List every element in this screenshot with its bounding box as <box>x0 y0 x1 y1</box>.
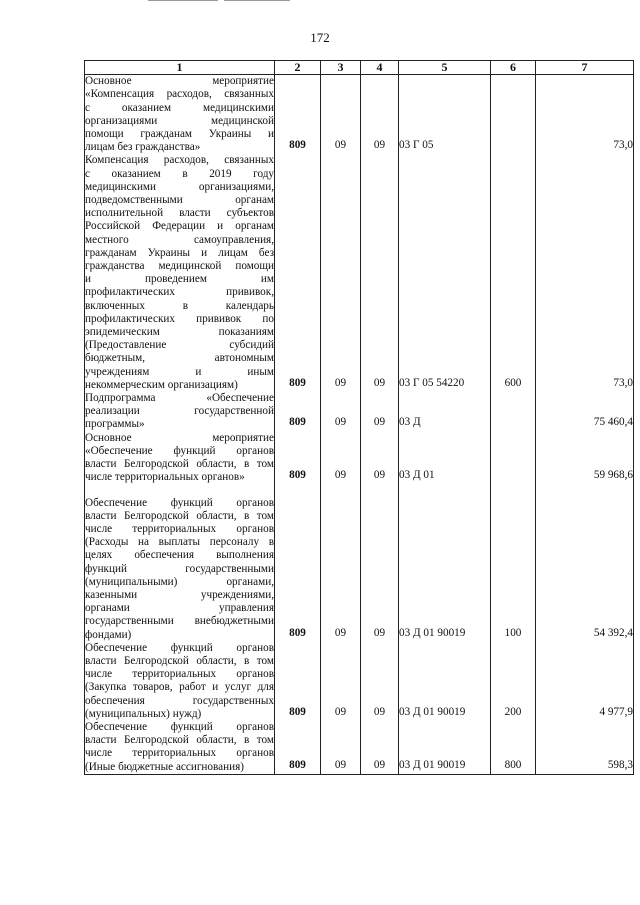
target-article-value: 03 Д 01 90019 <box>399 758 466 771</box>
subsection-cell <box>361 432 399 485</box>
budget-code-cell <box>275 75 321 155</box>
description-line: с оказанием медицинскими <box>85 101 274 114</box>
target-article-value: 03 Д <box>399 416 421 429</box>
section-cell <box>321 642 361 721</box>
description-line: Обеспечение функций органов <box>85 720 274 733</box>
description-line: гражданства медицинской помощи <box>85 260 274 273</box>
description-line: эпидемическим показаниям <box>85 326 274 339</box>
subsection-value: 09 <box>373 705 386 718</box>
column-header: 1 <box>85 61 275 75</box>
budget-code-value: 809 <box>289 626 306 639</box>
subsection-cell <box>361 392 399 432</box>
target-article-cell <box>399 154 491 392</box>
target-article-cell <box>399 642 491 721</box>
description-line: и проведением им <box>85 273 274 286</box>
scan-artifact <box>224 0 290 1</box>
description-line: местного самоуправления, <box>85 233 274 246</box>
section-cell <box>321 485 361 642</box>
description-line: исполнительной власти субъектов <box>85 207 274 220</box>
expense-type-value: 800 <box>504 758 522 771</box>
subsection-value: 09 <box>373 376 386 389</box>
section-cell <box>321 432 361 485</box>
description-line: власти Белгородской области, в том <box>85 458 274 471</box>
column-header: 2 <box>275 61 321 75</box>
budget-code-value: 809 <box>289 758 306 771</box>
description-line: Обеспечение функций органов <box>85 641 274 654</box>
budget-code-cell <box>275 432 321 485</box>
target-article-cell <box>399 75 491 155</box>
subsection-value: 09 <box>373 626 386 639</box>
expense-type-cell <box>491 485 536 642</box>
description-line: (муниципальными) органами, <box>85 575 274 588</box>
description-line: функций государственными <box>85 562 274 575</box>
description-line: числе территориальных органов <box>85 747 274 760</box>
subsection-cell <box>361 642 399 721</box>
amount-value: 54 392,4 <box>593 626 633 639</box>
amount-cell <box>536 721 634 774</box>
description-line: власти Белгородской области, в том <box>85 734 274 747</box>
target-article-value: 03 Д 01 90019 <box>399 626 466 639</box>
expense-type-cell <box>491 392 536 432</box>
description-line: целях обеспечения выполнения <box>85 549 274 562</box>
row-description <box>85 154 275 392</box>
amount-cell <box>536 154 634 392</box>
description-line: реализации государственной <box>85 405 274 418</box>
section-value: 09 <box>334 758 347 771</box>
description-line: программы» <box>85 418 145 431</box>
description-line: органами управления <box>85 602 274 615</box>
target-article-cell <box>399 721 491 774</box>
column-header: 7 <box>536 61 634 75</box>
description-line: власти Белгородской области, в том <box>85 509 274 522</box>
expense-type-cell <box>491 75 536 155</box>
column-header: 6 <box>491 61 536 75</box>
expense-type-cell <box>491 432 536 485</box>
subsection-cell <box>361 154 399 392</box>
amount-value: 59 968,6 <box>593 469 633 482</box>
description-line: (Расходы на выплаты персоналу в <box>85 536 274 549</box>
table-row <box>85 485 634 642</box>
description-line: профилактических прививок по <box>85 312 274 325</box>
description-line: власти Белгородской области, в том <box>85 654 274 667</box>
description-line: казенными учреждениями, <box>85 588 274 601</box>
description-line: государственными внебюджетными <box>85 615 274 628</box>
description-line: учреждениям и иным <box>85 365 274 378</box>
section-value: 09 <box>334 626 347 639</box>
section-value: 09 <box>334 376 347 389</box>
budget-code-cell <box>275 642 321 721</box>
budget-code-value: 809 <box>289 376 306 389</box>
description-line: Компенсация расходов, связанных <box>85 154 274 167</box>
amount-cell <box>536 432 634 485</box>
section-cell <box>321 154 361 392</box>
description-line: обеспечения государственных <box>85 694 274 707</box>
description-line: некоммерческим организациям) <box>85 378 238 391</box>
description-line: включенных в календарь <box>85 299 274 312</box>
description-line: числе территориальных органов <box>85 522 274 535</box>
amount-value: 73,0 <box>613 376 633 389</box>
budget-code-cell <box>275 392 321 432</box>
section-cell <box>321 392 361 432</box>
table-row <box>85 432 634 485</box>
description-line: Основное мероприятие <box>85 75 274 88</box>
target-article-cell <box>399 485 491 642</box>
section-value: 09 <box>334 416 347 429</box>
amount-cell <box>536 392 634 432</box>
amount-cell <box>536 642 634 721</box>
description-line: бюджетным, автономным <box>85 352 274 365</box>
description-line: (Предоставление субсидий <box>85 339 274 352</box>
description-line: медицинскими организациями, <box>85 180 274 193</box>
subsection-value: 09 <box>373 469 386 482</box>
table-row <box>85 721 634 774</box>
description-line: (муниципальных) нужд) <box>85 707 202 720</box>
subsection-cell <box>361 721 399 774</box>
budget-table <box>84 60 634 775</box>
description-line: «Обеспечение функций органов <box>85 444 274 457</box>
row-description <box>85 721 275 774</box>
amount-value: 4 977,9 <box>599 705 633 718</box>
target-article-value: 03 Д 01 <box>399 469 435 482</box>
section-value: 09 <box>334 139 347 152</box>
target-article-value: 03 Г 05 <box>399 139 434 152</box>
description-line: (Иные бюджетные ассигнования) <box>85 760 244 773</box>
description-line: числе территориальных органов <box>85 668 274 681</box>
budget-code-cell <box>275 721 321 774</box>
expense-type-value: 600 <box>504 376 522 389</box>
description-line: Российской Федерации и органам <box>85 220 274 233</box>
table-row <box>85 75 634 155</box>
expense-type-cell <box>491 721 536 774</box>
page-number: 172 <box>310 30 330 45</box>
target-article-cell <box>399 432 491 485</box>
budget-code-cell <box>275 485 321 642</box>
description-line: Подпрограмма «Обеспечение <box>85 392 274 405</box>
description-line: организациями медицинской <box>85 114 274 127</box>
budget-code-value: 809 <box>289 416 306 429</box>
amount-value: 75 460,4 <box>593 416 633 429</box>
subsection-cell <box>361 485 399 642</box>
table-row <box>85 154 634 392</box>
description-line: с оказанием в 2019 году <box>85 167 274 180</box>
budget-code-value: 809 <box>289 705 306 718</box>
description-line: помощи гражданам Украины и <box>85 128 274 141</box>
expense-type-value: 100 <box>504 626 522 639</box>
column-header: 5 <box>399 61 491 75</box>
row-description <box>85 642 275 721</box>
table-row <box>85 392 634 432</box>
description-line: (Закупка товаров, работ и услуг для <box>85 681 274 694</box>
column-header: 3 <box>321 61 361 75</box>
column-header: 4 <box>361 61 399 75</box>
subsection-value: 09 <box>373 758 386 771</box>
section-cell <box>321 721 361 774</box>
description-line: фондами) <box>85 628 132 641</box>
subsection-value: 09 <box>373 139 386 152</box>
row-description <box>85 432 275 485</box>
amount-value: 73,0 <box>613 139 633 152</box>
amount-cell <box>536 75 634 155</box>
table-row <box>85 642 634 721</box>
expense-type-cell <box>491 642 536 721</box>
description-line: числе территориальных органов» <box>85 471 245 484</box>
description-line: Обеспечение функций органов <box>85 496 274 509</box>
expense-type-cell <box>491 154 536 392</box>
scan-artifact <box>148 0 218 1</box>
amount-cell <box>536 485 634 642</box>
amount-value: 598,3 <box>607 758 633 771</box>
subsection-value: 09 <box>373 416 386 429</box>
subsection-cell <box>361 75 399 155</box>
section-value: 09 <box>334 469 347 482</box>
description-line: «Компенсация расходов, связанных <box>85 88 274 101</box>
description-line: лицам без гражданства» <box>85 141 201 154</box>
section-value: 09 <box>334 705 347 718</box>
expense-type-value: 200 <box>504 705 522 718</box>
description-line: Основное мероприятие <box>85 431 274 444</box>
row-description <box>85 392 275 432</box>
budget-code-cell <box>275 154 321 392</box>
target-article-cell <box>399 392 491 432</box>
budget-code-value: 809 <box>289 469 306 482</box>
description-line: подведомственными органам <box>85 194 274 207</box>
row-description <box>85 75 275 155</box>
description-line: профилактических прививок, <box>85 286 274 299</box>
target-article-value: 03 Г 05 54220 <box>399 376 465 389</box>
budget-code-value: 809 <box>289 139 306 152</box>
table-header-row <box>85 61 634 75</box>
description-line: гражданам Украины и лицам без <box>85 246 274 259</box>
section-cell <box>321 75 361 155</box>
target-article-value: 03 Д 01 90019 <box>399 705 466 718</box>
row-description <box>85 485 275 642</box>
